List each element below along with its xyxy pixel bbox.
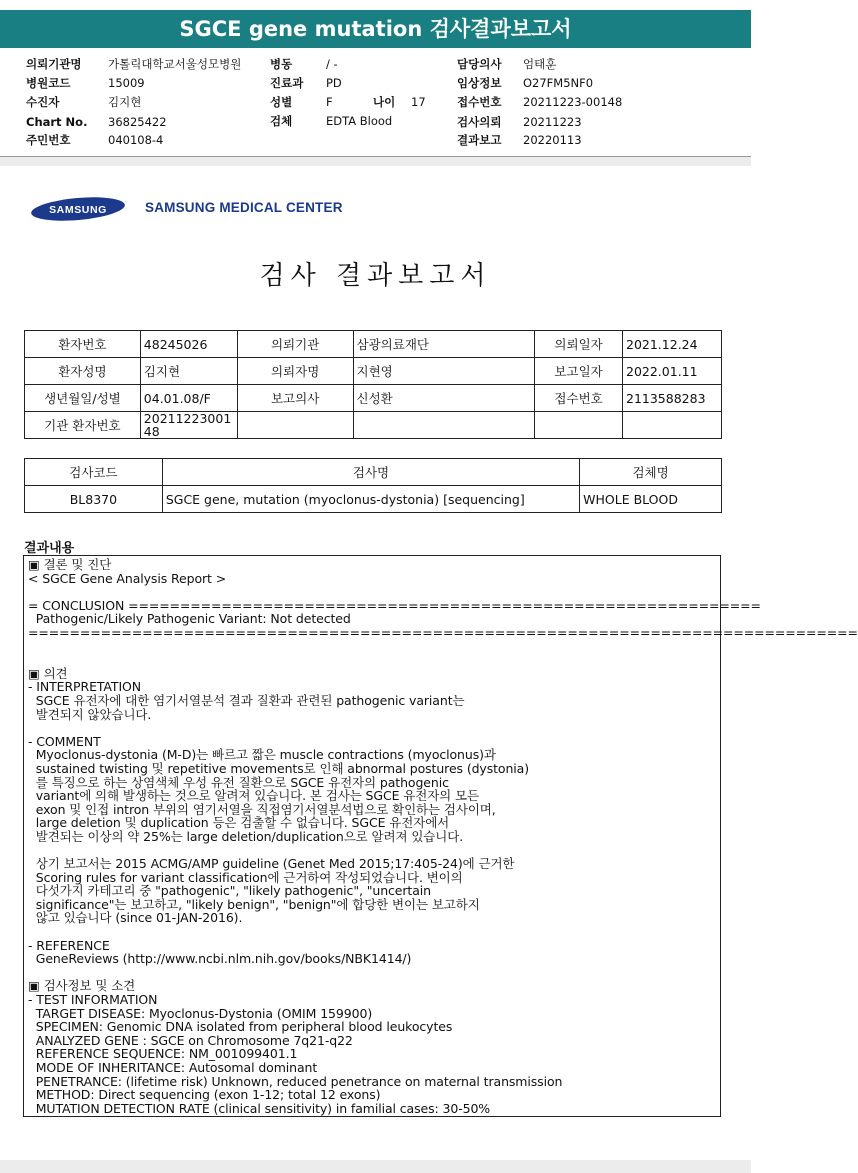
table-cell <box>535 412 623 439</box>
meta-label: 병동 <box>270 57 293 71</box>
table-cell: 접수번호 <box>535 385 623 412</box>
result-line: ▣ 결론 및 진단 <box>28 557 112 572</box>
result-line: large deletion 및 duplication 등은 검출할 수 없습니다. SGCE 유전자에서 <box>28 815 450 831</box>
table-header: 검사명 <box>162 459 579 486</box>
table-cell: 04.01.08/F <box>140 385 237 412</box>
table-cell: 환자번호 <box>25 331 141 358</box>
table-cell: 2021.12.24 <box>623 331 722 358</box>
result-line: - REFERENCE <box>28 937 110 953</box>
result-line: = CONCLUSION ============================================================= <box>28 597 761 613</box>
result-line: < SGCE Gene Analysis Report > <box>28 570 227 586</box>
result-content-text <box>28 558 858 1115</box>
result-line: MUTATION DETECTION RATE (clinical sensitivity) in familial cases: 30-50% <box>28 1100 491 1116</box>
meta-value: 15009 <box>108 76 145 90</box>
table-cell: 기관 환자번호 <box>25 412 141 439</box>
table-row <box>25 486 722 513</box>
meta-label: 주민번호 <box>26 133 71 147</box>
table-cell <box>353 412 535 439</box>
table-row <box>25 412 722 439</box>
result-content-box <box>23 555 858 1117</box>
result-line: - COMMENT <box>28 733 101 749</box>
meta-label: 검사의뢰 <box>457 115 502 129</box>
meta-label: 의뢰기관명 <box>26 57 82 71</box>
samsung-logo-icon <box>30 196 126 222</box>
result-line: 다섯가지 카테고리 중 "pathogenic", "likely pathogenic", "uncertain <box>28 883 431 899</box>
result-line: - INTERPRETATION <box>28 679 142 695</box>
table-cell: 2021122300148 <box>140 412 237 439</box>
result-line <box>28 721 858 735</box>
table-row <box>25 331 722 358</box>
report-header-title: SGCE gene mutation 검사결과보고서 <box>0 10 751 48</box>
table-cell: 삼광의료재단 <box>353 331 535 358</box>
table-cell: SGCE gene, mutation (myoclonus-dystonia) [sequencing] <box>162 486 579 513</box>
result-line <box>28 585 858 599</box>
meta-label: 담당의사 <box>457 57 502 71</box>
table-header: 검체명 <box>580 459 722 486</box>
table-cell: 보고의사 <box>237 385 353 412</box>
logo-brand-text: SAMSUNG <box>49 204 107 216</box>
result-line: 상기 보고서는 2015 ACMG/AMP guideline (Genet Med 2015;17:405-24)에 근거한 <box>28 856 515 872</box>
table-cell: 의뢰자명 <box>237 358 353 385</box>
table-header-row <box>25 459 722 486</box>
meta-label: 성별 <box>270 95 293 109</box>
result-line: PENETRANCE: (lifetime risk) Unknown, reduced penetrance on maternal transmission <box>28 1073 563 1089</box>
meta-left-column <box>26 56 276 151</box>
meta-label: 수진자 <box>26 95 60 109</box>
result-line: SGCE 유전자에 대한 염기서열분석 결과 질환과 관련된 pathogenic variant는 <box>28 692 465 708</box>
test-info-table <box>24 458 722 513</box>
result-line: SPECIMEN: Genomic DNA isolated from peripheral blood leukocytes <box>28 1019 453 1035</box>
meta-value: EDTA Blood <box>326 114 393 128</box>
result-line: 발견되지 않았습니다. <box>28 706 152 722</box>
result-line: MODE OF INHERITANCE: Autosomal dominant <box>28 1059 318 1075</box>
meta-value: 040108-4 <box>108 133 164 147</box>
table-cell: 48245026 <box>140 331 237 358</box>
meta-value: 엄태훈 <box>523 57 557 71</box>
table-cell <box>623 412 722 439</box>
meta-value: 20211223 <box>523 115 582 129</box>
meta-value: 가톨릭대학교서울성모병원 <box>108 57 242 71</box>
result-line: ANALYZED GENE : SGCE on Chromosome 7q21-q22 <box>28 1032 353 1048</box>
meta-mid-column <box>270 56 450 151</box>
meta-value: / - <box>326 57 338 71</box>
meta-label: 나이 <box>373 95 396 109</box>
result-line <box>28 966 858 980</box>
result-line <box>28 843 858 857</box>
meta-value: PD <box>326 76 342 90</box>
page-separator <box>0 157 751 166</box>
result-line: REFERENCE SEQUENCE: NM_001099401.1 <box>28 1046 298 1062</box>
result-line: - TEST INFORMATION <box>28 992 158 1007</box>
footer-band <box>0 1160 751 1173</box>
result-section-label: 결과내용 <box>24 541 75 556</box>
meta-label: 진료과 <box>270 76 304 90</box>
meta-value: 36825422 <box>108 115 167 129</box>
table-row <box>25 385 722 412</box>
center-name: SAMSUNG MEDICAL CENTER <box>145 200 343 215</box>
result-line: Pathogenic/Likely Pathogenic Variant: Not detected <box>28 611 351 627</box>
result-line <box>28 925 858 939</box>
table-cell: 의뢰일자 <box>535 331 623 358</box>
result-line <box>28 653 858 667</box>
meta-label: 임상정보 <box>457 76 502 90</box>
result-line: Myoclonus-dystonia (M-D)는 빠르고 짧은 muscle contractions (myoclonus)과 <box>28 747 496 763</box>
table-cell: 2113588283 <box>623 385 722 412</box>
result-line: 발견되는 이상의 약 25%는 large deletion/duplication으로 알려져 있습니다. <box>28 828 464 844</box>
meta-value: 17 <box>411 95 426 109</box>
result-line: GeneReviews (http://www.ncbi.nlm.nih.gov/books/NBK1414/) <box>28 951 412 967</box>
table-cell: BL8370 <box>25 486 163 513</box>
table-cell: WHOLE BLOOD <box>580 486 722 513</box>
meta-right-column <box>457 56 737 151</box>
table-cell: 지현영 <box>353 358 535 385</box>
table-cell: 생년월일/성별 <box>25 385 141 412</box>
result-line <box>28 640 858 654</box>
result-line: TARGET DISEASE: Myoclonus-Dystonia (OMIM 159900) <box>28 1005 373 1021</box>
table-cell: 2022.01.11 <box>623 358 722 385</box>
meta-value: F <box>326 95 333 109</box>
table-cell: 보고일자 <box>535 358 623 385</box>
result-line: sustained twisting 및 repetitive movements로 인해 abnormal postures (dystonia) <box>28 760 530 776</box>
result-line: Scoring rules for variant classification에 근거하여 작성되었습니다. 변이의 <box>28 869 463 885</box>
result-line: 않고 있습니다 (since 01-JAN-2016). <box>28 910 243 926</box>
meta-value: 20220113 <box>523 133 582 147</box>
meta-label: 검체 <box>270 114 293 128</box>
patient-info-table <box>24 330 722 439</box>
meta-value: 20211223-00148 <box>523 95 623 109</box>
result-line: exon 및 인접 intron 부위의 염기서열을 직접염기서열분석법으로 확인하는 검사이며, <box>28 801 496 817</box>
result-line: METHOD: Direct sequencing (exon 1-12; total 12 exons) <box>28 1087 381 1103</box>
result-line: ================================================================================ <box>28 624 858 640</box>
result-line: ▣ 의견 <box>28 665 68 681</box>
meta-label: 병원코드 <box>26 76 71 90</box>
result-line: variant에 의해 발생하는 것으로 알려져 있습니다. 본 검사는 SGCE 유전자의 모든 <box>28 788 479 804</box>
meta-value: O27FM5NF0 <box>523 76 594 90</box>
result-line: 를 특징으로 하는 상염색체 우성 유전 질환으로 SGCE 유전자의 pathogenic <box>28 774 449 790</box>
table-row <box>25 358 722 385</box>
meta-value: 김지현 <box>108 95 142 109</box>
result-line: significance"는 보고하고, "likely benign", "benign"에 합당한 변이는 보고하지 <box>28 896 480 912</box>
meta-label: 접수번호 <box>457 95 502 109</box>
table-header: 검사코드 <box>25 459 163 486</box>
table-cell: 신성환 <box>353 385 535 412</box>
report-title: 검사 결과보고서 <box>259 261 492 291</box>
table-cell <box>237 412 353 439</box>
table-cell: 김지현 <box>140 358 237 385</box>
meta-label: 결과보고 <box>457 133 502 147</box>
meta-label: Chart No. <box>26 115 88 129</box>
table-cell: 의뢰기관 <box>237 331 353 358</box>
table-cell: 환자성명 <box>25 358 141 385</box>
result-line: ▣ 검사정보 및 소견 <box>28 978 136 994</box>
